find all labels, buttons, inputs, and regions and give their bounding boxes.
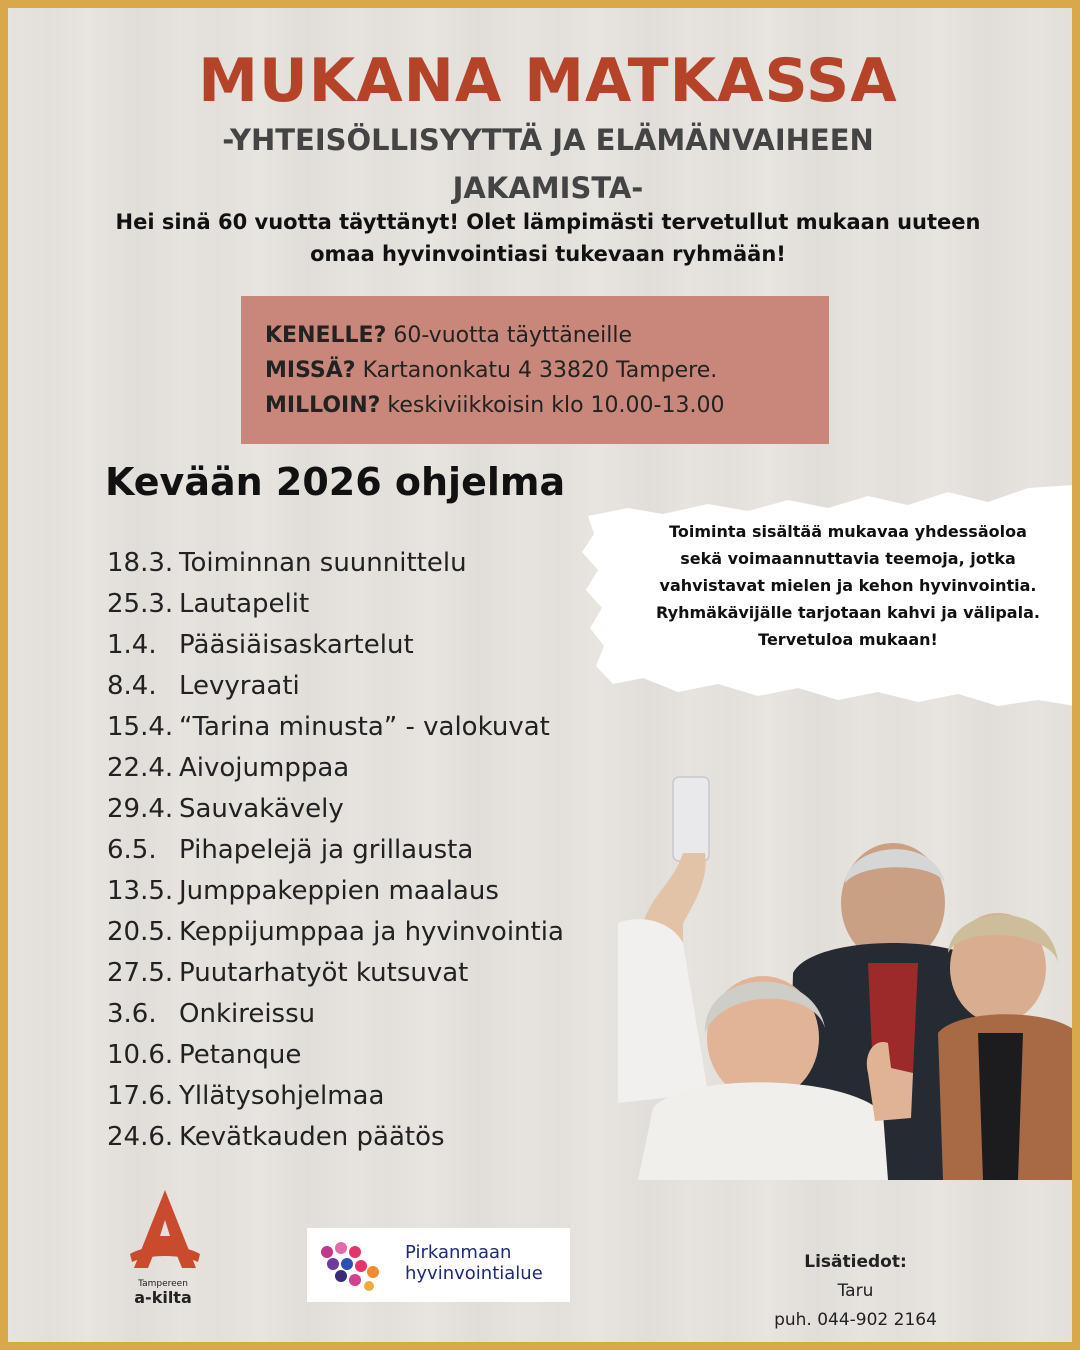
intro-line: omaa hyvinvointiasi tukevaan ryhmään!: [310, 242, 786, 266]
program-item-date: 24.6.: [107, 1122, 174, 1152]
subtitle-line: -YHTEISÖLLISYYTTÄ JA ELÄMÄNVAIHEEN: [222, 123, 874, 157]
program-item: [107, 789, 627, 830]
program-item: [107, 953, 627, 994]
program-item: [107, 584, 627, 625]
info-box: [241, 296, 829, 444]
seniors-selfie-photo: [613, 773, 1078, 1180]
program-item-activity: Sauvakävely: [179, 794, 344, 824]
info-where: [265, 353, 829, 388]
info-when-label: MILLOIN?: [265, 393, 381, 418]
program-item: [107, 625, 627, 666]
contact-heading: Lisätiedot:: [804, 1252, 907, 1272]
intro-text: [68, 206, 1028, 270]
program-item: [107, 1076, 627, 1117]
program-item: [107, 830, 627, 871]
program-item-date: 18.3.: [107, 548, 174, 578]
program-item-activity: Keppijumppaa ja hyvinvointia: [179, 917, 564, 947]
program-item-activity: Aivojumppaa: [179, 753, 350, 783]
program-item-date: 8.4.: [107, 671, 157, 701]
program-item-date: 15.4.: [107, 712, 174, 742]
program-item: [107, 1035, 627, 1076]
program-item-activity: Toiminnan suunnittelu: [179, 548, 467, 578]
pirkanmaa-text: [405, 1242, 565, 1284]
program-item-date: 10.6.: [107, 1040, 174, 1070]
program-item-date: 25.3.: [107, 589, 174, 619]
program-item: [107, 543, 627, 584]
program-item-activity: Kevätkauden päätös: [179, 1122, 445, 1152]
contact-info: [748, 1248, 963, 1335]
program-item: [107, 707, 627, 748]
phone-icon: [673, 777, 709, 861]
program-item-date: 29.4.: [107, 794, 174, 824]
pirkanmaa-logo: [307, 1228, 570, 1302]
subtitle: [198, 116, 898, 212]
program-item-activity: Jumppakeppien maalaus: [179, 876, 499, 906]
program-item-date: 17.6.: [107, 1081, 174, 1111]
contact-phone: puh. 044-902 2164: [774, 1310, 937, 1330]
program-item-activity: Onkireissu: [179, 999, 316, 1029]
pirkanmaa-line: Pirkanmaan: [405, 1242, 512, 1263]
info-when: [265, 388, 829, 423]
pirkanmaa-emblem-icon: [315, 1236, 393, 1294]
info-where-label: MISSÄ?: [265, 358, 356, 383]
program-item-activity: “Tarina minusta” - valokuvat: [179, 712, 550, 742]
program-item-date: 20.5.: [107, 917, 174, 947]
program-item-date: 3.6.: [107, 999, 157, 1029]
program-item: [107, 871, 627, 912]
program-item: [107, 994, 627, 1035]
pirkanmaa-line: hyvinvointialue: [405, 1263, 543, 1284]
program-item-activity: Pihapelejä ja grillausta: [179, 835, 474, 865]
akilta-name: a-kilta: [134, 1288, 192, 1307]
program-item-date: 1.4.: [107, 630, 157, 660]
info-when-value: keskiviikkoisin klo 10.00-13.00: [380, 393, 725, 418]
subtitle-line: JAKAMISTA-: [452, 171, 644, 205]
description-line: Ryhmäkävijälle tarjotaan kahvi ja välipala.: [656, 603, 1040, 622]
description-line: Tervetuloa mukaan!: [758, 630, 938, 649]
program-item-activity: Petanque: [179, 1040, 302, 1070]
description-line: vahvistavat mielen ja kehon hyvinvointia.: [659, 576, 1037, 595]
contact-name: Taru: [837, 1281, 874, 1301]
program-item-date: 6.5.: [107, 835, 157, 865]
intro-line: Hei sinä 60 vuotta täyttänyt! Olet lämpimästi tervetullut mukaan uuteen: [115, 210, 981, 234]
info-for-label: KENELLE?: [265, 323, 387, 348]
program-item-activity: Puutarhatyöt kutsuvat: [179, 958, 469, 988]
program-item: [107, 912, 627, 953]
program-list: [107, 543, 627, 1158]
program-item-activity: Pääsiäisaskartelut: [179, 630, 414, 660]
info-for: [265, 318, 829, 353]
akilta-small-label: Tampereen: [138, 1279, 188, 1289]
program-item-activity: Yllätysohjelmaa: [179, 1081, 385, 1111]
program-item: [107, 1117, 627, 1158]
page-title: MUKANA MATKASSA: [198, 46, 898, 116]
description-line: sekä voimaannuttavia teemoja, jotka: [680, 549, 1016, 568]
program-item-activity: Levyraati: [179, 671, 300, 701]
program-item: [107, 666, 627, 707]
program-item-activity: Lautapelit: [179, 589, 310, 619]
program-item-date: 27.5.: [107, 958, 174, 988]
program-item-date: 22.4.: [107, 753, 174, 783]
info-for-value: 60-vuotta täyttäneille: [386, 323, 633, 348]
description-line: Toiminta sisältää mukavaa yhdessäoloa: [669, 522, 1027, 541]
info-where-value: Kartanonkatu 4 33820 Tampere.: [355, 358, 718, 383]
description-text: [608, 518, 1080, 653]
program-item: [107, 748, 627, 789]
program-title: Kevään 2026 ohjelma: [105, 460, 566, 504]
program-item-date: 13.5.: [107, 876, 174, 906]
